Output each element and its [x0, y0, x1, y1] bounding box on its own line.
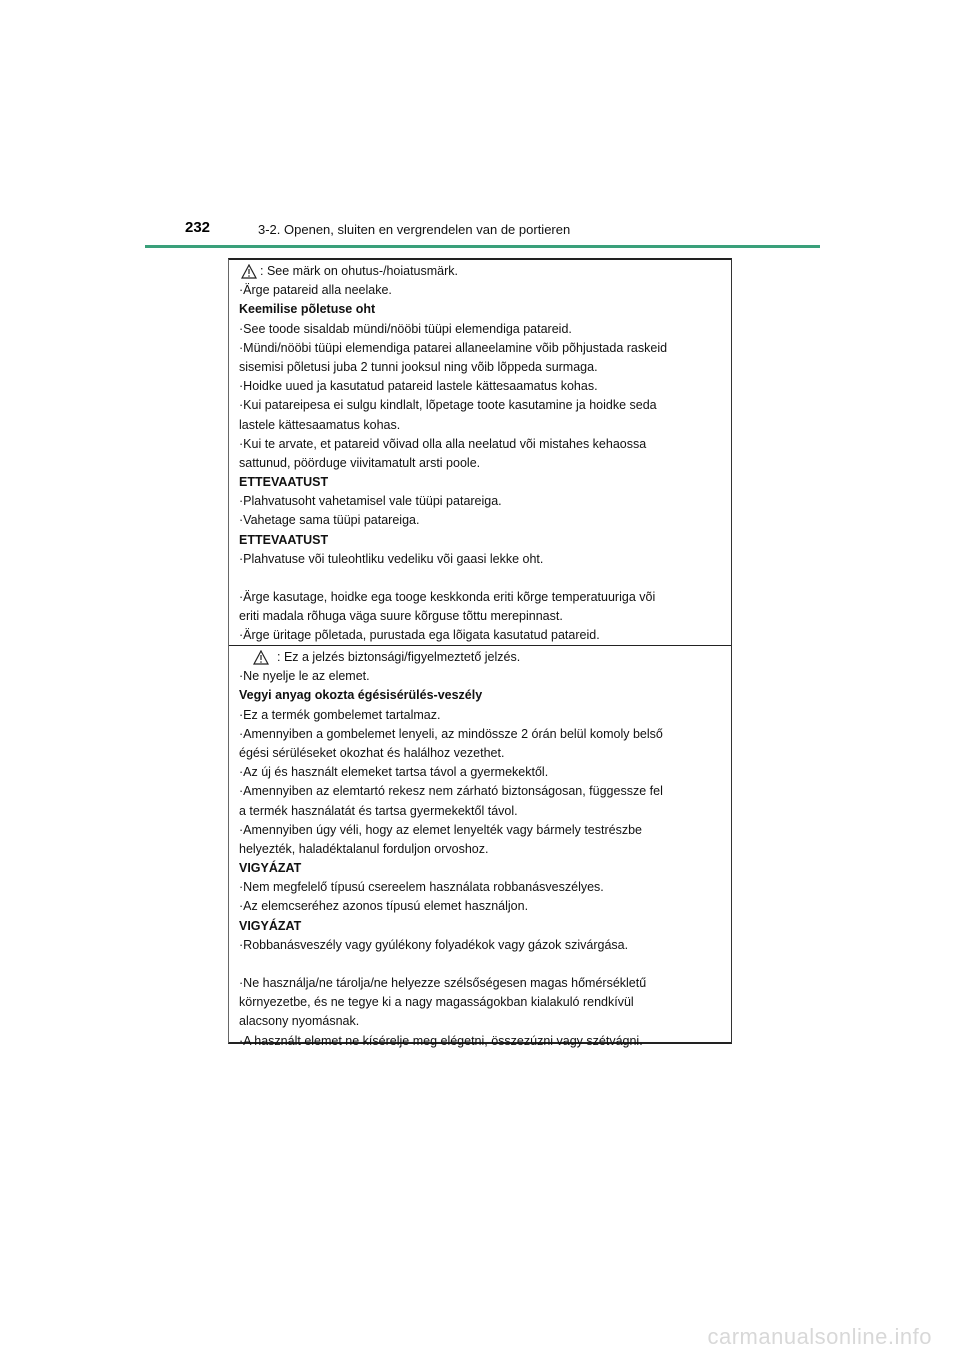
text-line: égési sérüléseket okozhat és halálhoz vezethet.: [239, 745, 505, 760]
warning-triangle-icon: [241, 264, 257, 279]
text-line: lastele kättesaamatus kohas.: [239, 417, 401, 432]
estonian-warning-text: : See märk on ohutus-/hoiatusmärk.: [260, 264, 459, 278]
section-title: 3-2. Openen, sluiten en vergrendelen van de portieren: [258, 222, 571, 237]
estonian-warning-heading: [239, 262, 725, 281]
text-line: ·See toode sisaldab mündi/nööbi tüüpi elemendiga patareid.: [239, 321, 572, 336]
text-line: ·A használt elemet ne kísérelje meg elégetni, összezúzni vagy szétvágni.: [239, 1033, 643, 1048]
blank-line: [239, 955, 725, 974]
text-line: ·Ärge patareid alla neelake.: [239, 283, 392, 298]
text-line: ·Amennyiben a gombelemet lenyeli, az mindössze 2 órán belül komoly belső: [239, 726, 663, 741]
heading-line: Vegyi anyag okozta égésisérülés-veszély: [239, 688, 483, 703]
text-line: ·Vahetage sama tüüpi patareiga.: [239, 513, 420, 528]
text-line: ·Robbanásveszély vagy gyúlékony folyadékok vagy gázok szivárgása.: [239, 937, 629, 952]
section-divider: [229, 645, 731, 646]
text-line: ·Hoidke uued ja kasutatud patareid lastele kättesaamatus kohas.: [239, 379, 598, 394]
text-line: ·Amennyiben úgy véli, hogy az elemet lenyelték vagy bármely testrészbe: [239, 822, 642, 837]
text-line: ·Kui patareipesa ei sulgu kindlalt, lõpetage toote kasutamine ja hoidke seda: [239, 398, 657, 413]
battery-warning-label: [228, 258, 732, 1048]
text-line: ·Az elemcseréhez azonos típusú elemet használjon.: [239, 899, 529, 914]
heading-line: ETTEVAATUST: [239, 532, 329, 547]
hungarian-warning-heading: [239, 648, 725, 667]
hungarian-warning-text: : Ez a jelzés biztonsági/figyelmeztető jelzés.: [277, 650, 521, 664]
text-line: ·Az új és használt elemeket tartsa távol a gyermekektől.: [239, 765, 549, 780]
text-line: sisemisi põletusi juba 2 tunni jooksul ning võib lõppeda surmaga.: [239, 359, 598, 374]
text-line: ·Kui te arvate, et patareid võivad olla alla neelatud või mistahes kehaossa: [239, 436, 647, 451]
heading-line: VIGYÁZAT: [239, 861, 302, 876]
text-line: a termék használatát és tartsa gyermekektől távol.: [239, 803, 518, 818]
text-line: ·Plahvatusoht vahetamisel vale tüüpi patareiga.: [239, 494, 502, 509]
heading-line: ETTEVAATUST: [239, 475, 329, 490]
estonian-lines: [239, 281, 725, 645]
text-line: ·Nem megfelelő típusú csereelem használata robbanásveszélyes.: [239, 880, 604, 895]
page-number: 232: [185, 219, 211, 236]
watermark: carmanualsonline.info: [707, 1324, 932, 1349]
text-line: ·Ärge kasutage, hoidke ega tooge keskkonda eriti kõrge temperatuuriga või: [239, 590, 656, 604]
text-line: ·Ne használja/ne tárolja/ne helyezze szélsőségesen magas hőmérsékletű: [239, 976, 647, 990]
hungarian-lines: [239, 667, 725, 1051]
text-line: eriti madala rõhuga väga suure kõrguse tõttu merepinnast.: [239, 609, 563, 624]
text-line: ·Ärge üritage põletada, purustada ega lõigata kasutatud patareid.: [239, 628, 600, 643]
page-header: [145, 219, 820, 247]
heading-line: VIGYÁZAT: [239, 918, 302, 933]
heading-line: Keemilise põletuse oht: [239, 302, 376, 317]
text-line: alacsony nyomásnak.: [239, 1014, 360, 1029]
blank-line: [239, 569, 725, 588]
text-line: helyezték, haladéktalanul forduljon orvoshoz.: [239, 841, 489, 856]
text-line: sattunud, pöörduge viivitamatult arsti poole.: [239, 455, 481, 470]
text-line: környezetbe, és ne tegye ki a nagy magasságokban kialakuló rendkívül: [239, 995, 634, 1010]
warning-triangle-icon: [253, 650, 269, 665]
estonian-warning-block: [229, 262, 731, 646]
text-line: ·Plahvatuse või tuleohtliku vedeliku või gaasi lekke oht.: [239, 551, 544, 566]
text-line: ·Ne nyelje le az elemet.: [239, 669, 370, 684]
text-line: ·Amennyiben az elemtartó rekesz nem zárható biztonságosan, függessze fel: [239, 784, 663, 799]
header-rule: [145, 245, 820, 248]
text-line: ·Mündi/nööbi tüüpi elemendiga patarei allaneelamine võib põhjustada raskeid: [239, 340, 668, 355]
text-line: ·Ez a termék gombelemet tartalmaz.: [239, 707, 441, 722]
hungarian-warning-block: [229, 648, 731, 1048]
